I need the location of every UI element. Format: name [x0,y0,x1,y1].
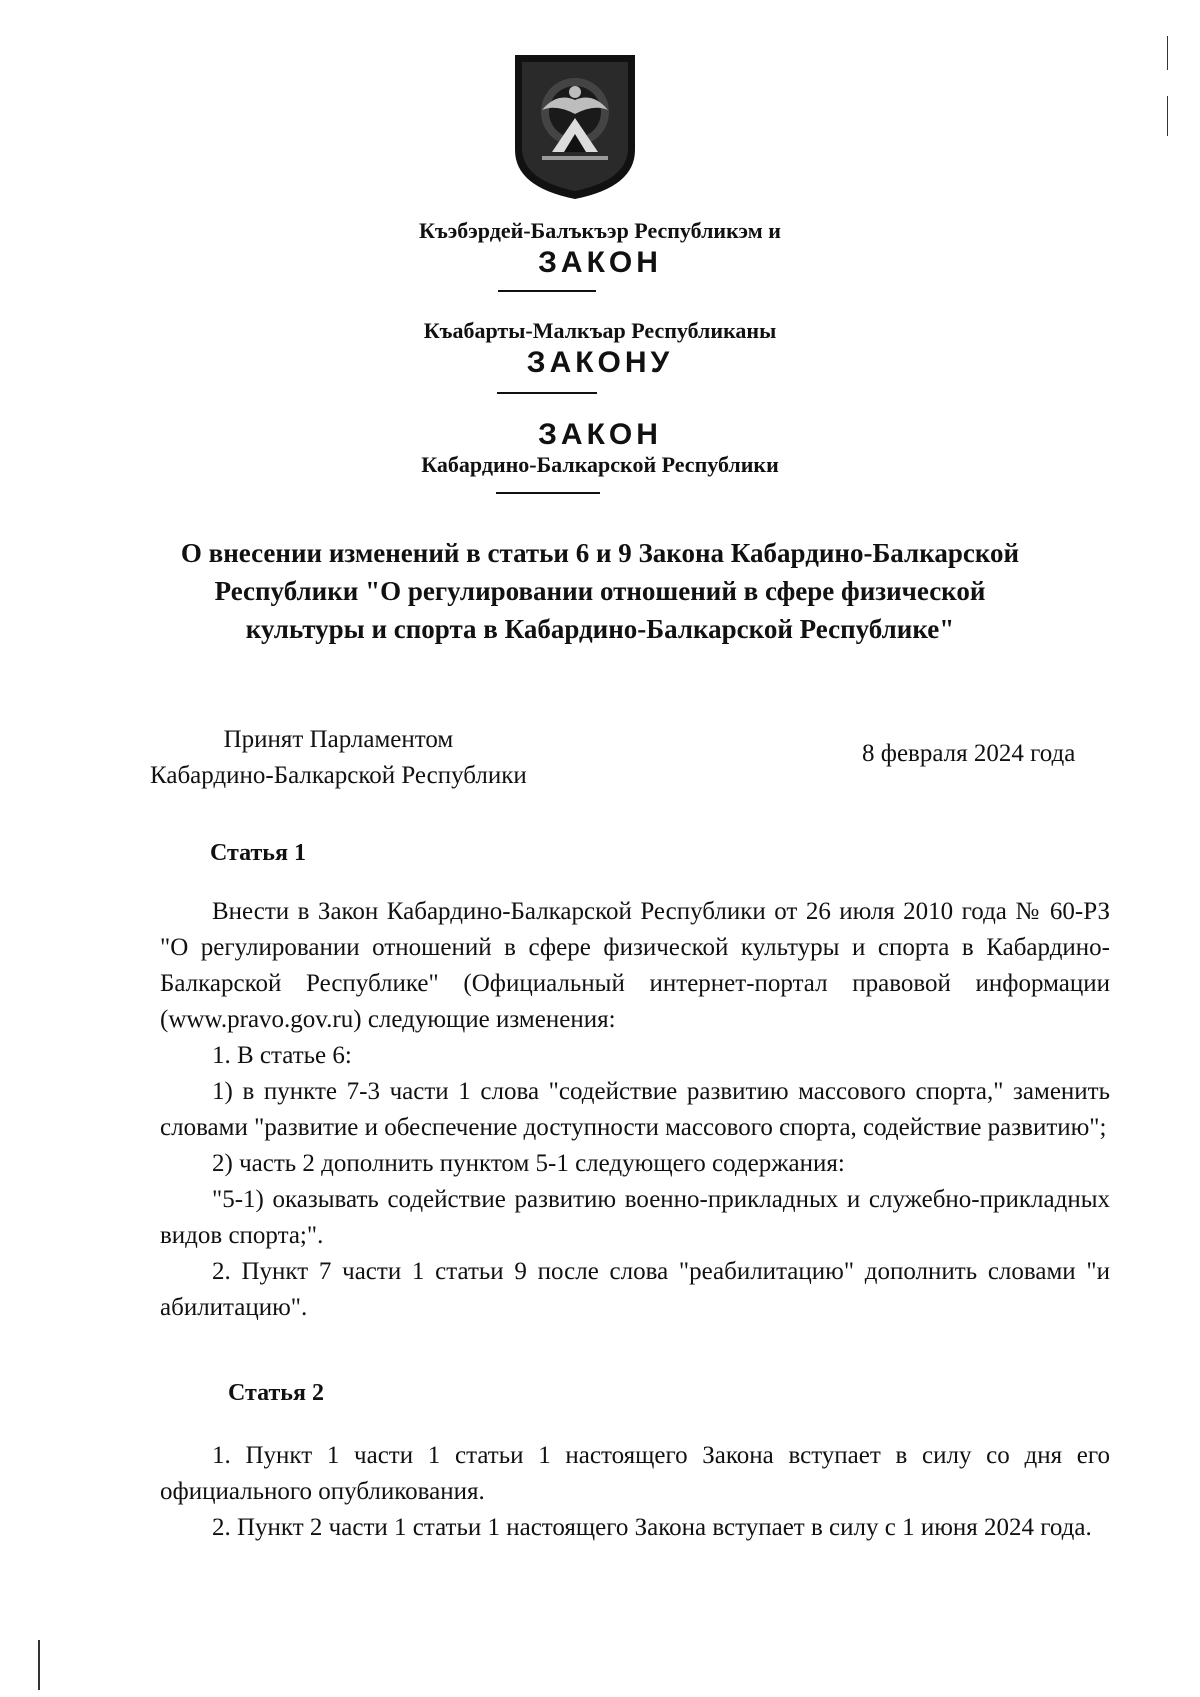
article-1-body [160,894,1110,1326]
header-kabardian-law: ЗАКОН [538,246,662,279]
adoption-statement [150,722,527,794]
law-title-line: О внесении изменений в статьи 6 и 9 Закона Кабардино-Балкарской [180,538,1020,568]
article-1-heading: Статья 1 [210,840,306,866]
article-1-paragraph: Внести в Закон Кабардино-Балкарской Республики от 26 июля 2010 года № 60-РЗ "О регулировании отношений в сфере физической культуры и спорта в Кабардино-Балкарской Республике" (Официальный интернет-портал правовой информации (www.pravo.gov.ru) следующие изменения: [160,898,1110,1033]
header-russian-law: ЗАКОН [538,418,662,451]
article-2-paragraph: 2. Пункт 2 части 1 статьи 1 настоящего Закона вступает в силу с 1 июня 2024 года. [212,1514,1092,1541]
article-1-paragraph: 1) в пункте 7-3 части 1 слова "содействие развитию массового спорта," заменить словами "развитие и обеспечение доступности массового спорта, содействие развитию"; [160,1078,1110,1141]
divider [497,392,597,394]
scan-edge-mark [38,1640,40,1690]
scan-edge-mark [1167,36,1168,70]
divider [498,290,596,292]
article-2-paragraph: 1. Пункт 1 части 1 статьи 1 настоящего Закона вступает в силу со дня его официального опубликования. [160,1442,1110,1505]
law-title-line: Республики "О регулировании отношений в сфере физической [214,576,986,606]
header-balkar-law: ЗАКОНУ [526,346,674,379]
article-1-paragraph: 2. Пункт 7 части 1 статьи 9 после слова "реабилитацию" дополнить словами "и абилитацию". [160,1258,1110,1321]
article-1-paragraph: 2) часть 2 дополнить пунктом 5-1 следующего содержания: [212,1150,845,1177]
adoption-date: 8 февраля 2024 года [862,740,1076,767]
article-1-paragraph: "5-1) оказывать содействие развитию военно-прикладных и служебно-прикладных видов спорта;". [160,1186,1110,1249]
divider [496,492,600,494]
law-title-line: культуры и спорта в Кабардино-Балкарской Республике" [245,614,955,644]
scan-edge-mark [1167,96,1168,136]
header-kabardian-republic: Къэбэрдей-Балъкъэр Республикэм и [419,218,781,243]
adoption-line: Кабардино-Балкарской Республики [150,762,527,789]
law-title [150,534,1050,648]
adoption-line: Принят Парламентом [223,726,454,753]
article-2-body [160,1438,1110,1546]
header-russian-republic: Кабардино-Балкарской Республики [421,452,779,477]
article-1-paragraph: 1. В статье 6: [212,1042,352,1069]
article-2-heading: Статья 2 [228,1380,324,1406]
header-balkar-republic: Къабарты-Малкъар Республиканы [423,318,777,343]
coat-of-arms-emblem [512,52,638,202]
